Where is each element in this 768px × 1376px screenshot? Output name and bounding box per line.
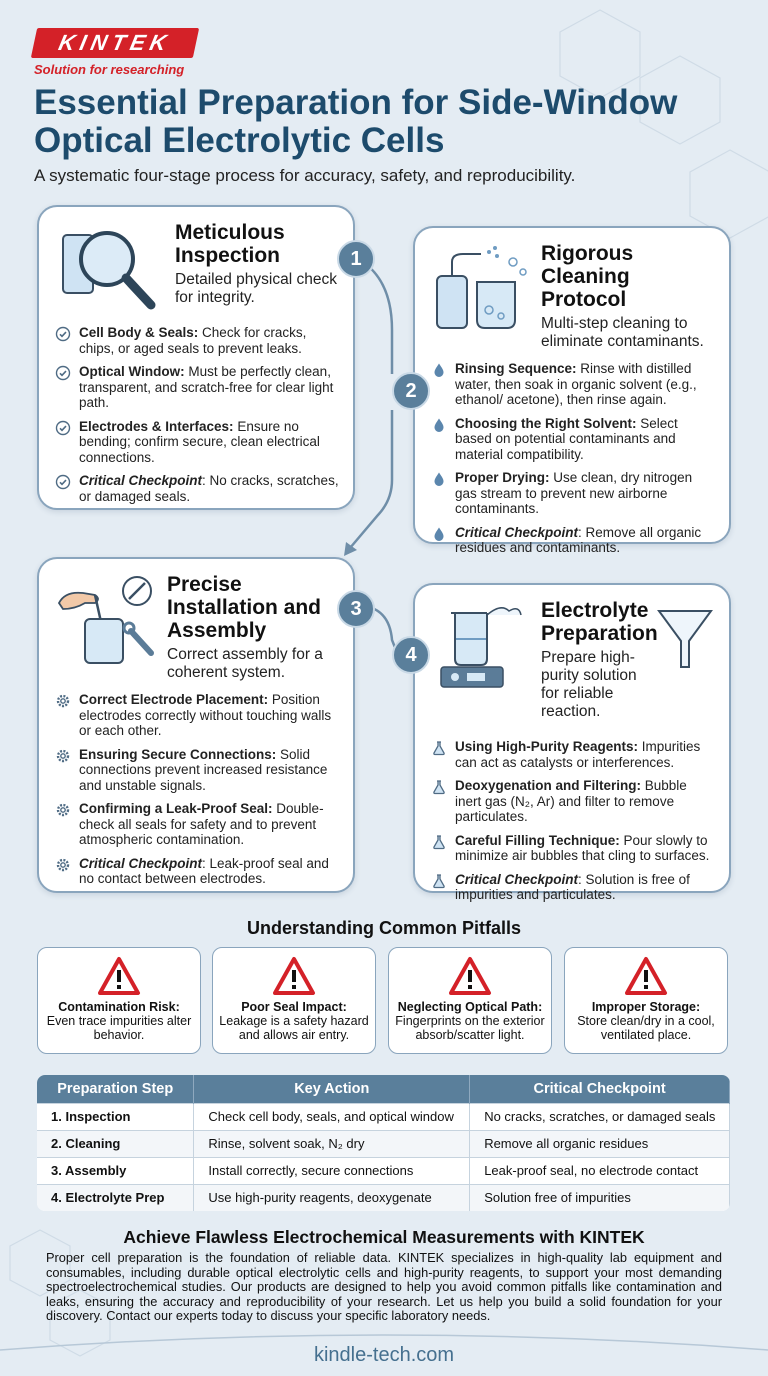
step-title: Rigorous Cleaning Protocol (541, 242, 634, 311)
stirrer-funnel-icon (431, 599, 535, 693)
list-item: Optical Window: Must be perfectly clean, transparent, and scratch-free for clear light path. (55, 364, 339, 411)
list-item: Correct Electrode Placement: Position electrodes correctly without touching walls or each other. (55, 692, 339, 739)
gear-icon (55, 802, 71, 818)
step-number-3: 3 (337, 590, 375, 628)
flask-icon (431, 740, 447, 756)
list-item: Electrodes & Interfaces: Ensure no bending; confirm secure, clean electrical connections. (55, 419, 339, 466)
step-card-cleaning (413, 226, 731, 555)
magnifier-cell-icon (55, 221, 159, 315)
connector-2-3 (350, 410, 392, 548)
footer-url-link[interactable]: kindle-tech.com (313, 1344, 455, 1366)
step-number-2: 2 (392, 372, 430, 410)
check-circle-icon (55, 326, 71, 342)
table-header: Key Action (194, 1075, 470, 1103)
pitfalls-title: Understanding Common Pitfalls (246, 918, 522, 938)
table-cell: 3. Assembly (37, 1157, 194, 1184)
step-card-assembly (37, 557, 355, 893)
list-item: Cell Body & Seals: Check for cracks, chips, or aged seals to prevent leaks. (55, 325, 339, 356)
flask-icon (431, 873, 447, 889)
droplet-icon (431, 526, 447, 542)
funnel-icon (655, 607, 715, 671)
list-item: Rinsing Sequence: Rinse with distilled water, then soak in organic solvent (e.g., ethanol/ acetone), then rinse again. (431, 361, 715, 408)
flask-icon (431, 779, 447, 795)
table-cell: Install correctly, secure connections (194, 1157, 470, 1184)
gear-icon (55, 857, 71, 873)
warning-triangle-icon (272, 956, 316, 996)
step-card-inspection (37, 205, 355, 510)
pitfall-card (388, 947, 552, 1054)
table-cell: Remove all organic residues (470, 1130, 730, 1157)
table-cell: Rinse, solvent soak, N₂ dry (194, 1130, 470, 1157)
table-cell: Use high-purity reagents, deoxygenate (194, 1184, 470, 1211)
list-item: Proper Drying: Use clean, dry nitrogen gas stream to prevent new airborne contaminants. (431, 470, 715, 517)
pitfall-name: Neglecting Optical Path: (397, 1000, 543, 1014)
step-title: Precise Installation and Assembly (167, 573, 322, 642)
connector-3-4 (372, 608, 396, 650)
step-title: Meticulous Inspection (175, 221, 285, 267)
list-item: Critical Checkpoint: Solution is free of impurities and particulates. (431, 872, 715, 903)
page-subtitle: A systematic four-stage process for accuracy, safety, and reproducibility. (34, 166, 576, 185)
pitfall-name: Improper Storage: (591, 1000, 701, 1014)
warning-triangle-icon (97, 956, 141, 996)
pitfall-name: Contamination Risk: (58, 1000, 180, 1014)
summary-table (37, 1075, 730, 1211)
logo-tagline: Solution for researching (34, 62, 185, 77)
pitfall-text: Even trace impurities alter behavior. (46, 1014, 192, 1042)
table-cell: Check cell body, seals, and optical window (194, 1103, 470, 1130)
logo-wordmark: KINTEK (31, 28, 199, 58)
droplet-icon (431, 362, 447, 378)
warning-triangle-icon (448, 956, 492, 996)
table-header: Preparation Step (37, 1075, 194, 1103)
list-item: Careful Filling Technique: Pour slowly to minimize air bubbles that cling to surfaces. (431, 833, 715, 864)
droplet-icon (431, 417, 447, 433)
pitfall-card (212, 947, 376, 1054)
list-item: Critical Checkpoint: Remove all organic residues and contaminants. (431, 525, 715, 556)
table-cell: 4. Electrolyte Prep (37, 1184, 194, 1211)
step-description: Correct assembly for a coherent system. (167, 646, 323, 681)
pitfall-text: Store clean/dry in a cool, ventilated place. (577, 1014, 715, 1042)
brand-logo[interactable] (34, 28, 196, 77)
flask-icon (431, 834, 447, 850)
table-cell: Leak-proof seal, no electrode contact (470, 1157, 730, 1184)
step-title: Electrolyte Preparation (541, 599, 658, 645)
list-item: Confirming a Leak-Proof Seal: Double-check all seals for safety and to prevent atmospheric contamination. (55, 801, 339, 848)
pitfall-name: Poor Seal Impact: (241, 1000, 347, 1014)
step-description: Detailed physical check for integrity. (175, 271, 337, 306)
table-cell: 1. Inspection (37, 1103, 194, 1130)
list-item: Critical Checkpoint: No cracks, scratches, or damaged seals. (55, 473, 339, 504)
step-number-1: 1 (337, 240, 375, 278)
cta-body: Proper cell preparation is the foundation of reliable data. KINTEK specializes in high-quality lab equipment and consumables, including durable optical electrolytic cells and high-purity reagents, to support your most demanding spectroelectrochemical studies. Our products are designed to help you avoid common pitfalls like contamination and leaks, ensuring the accuracy and reproducibility of your research. Let us help you build a solid foundation for your discovery. Contact our experts today to discuss your specific laboratory needs. (46, 1250, 722, 1323)
pitfall-text: Fingerprints on the exterior absorb/scatter light. (395, 1014, 545, 1042)
table-cell: Solution free of impurities (470, 1184, 730, 1211)
list-item: Critical Checkpoint: Leak-proof seal and no contact between electrodes. (55, 856, 339, 887)
check-circle-icon (55, 474, 71, 490)
step-description: Multi-step cleaning to eliminate contaminants. (541, 315, 704, 350)
table-row (37, 1184, 730, 1211)
hand-electrode-wrench-icon (55, 573, 159, 667)
pitfall-text: Leakage is a safety hazard and allows air entry. (219, 1014, 369, 1042)
step-description: Prepare high-purity solution for reliable reaction. (541, 649, 637, 720)
pitfall-card (564, 947, 728, 1054)
gear-icon (55, 693, 71, 709)
arrowhead-to-3 (344, 542, 357, 556)
warning-triangle-icon (624, 956, 668, 996)
table-cell: 2. Cleaning (37, 1130, 194, 1157)
table-header: Critical Checkpoint (470, 1075, 730, 1103)
table-row (37, 1157, 730, 1184)
pitfall-card (37, 947, 201, 1054)
table-row (37, 1130, 730, 1157)
list-item: Deoxygenation and Filtering: Bubble inert gas (N₂, Ar) and filter to remove particulates. (431, 778, 715, 825)
table-cell: No cracks, scratches, or damaged seals (470, 1103, 730, 1130)
wash-bottle-beaker-icon (431, 242, 535, 336)
cta-title: Achieve Flawless Electrochemical Measurements with KINTEK (123, 1227, 645, 1247)
gear-icon (55, 748, 71, 764)
droplet-icon (431, 471, 447, 487)
list-item: Using High-Purity Reagents: Impurities can act as catalysts or interferences. (431, 739, 715, 770)
connector-1-2 (360, 260, 392, 374)
check-circle-icon (55, 365, 71, 381)
check-circle-icon (55, 420, 71, 436)
list-item: Choosing the Right Solvent: Select based on potential contaminants and material compatibility. (431, 416, 715, 463)
step-number-4: 4 (392, 636, 430, 674)
table-row (37, 1103, 730, 1130)
list-item: Ensuring Secure Connections: Solid connections prevent increased resistance and unstable signals. (55, 747, 339, 794)
step-card-electrolyte (413, 583, 731, 902)
table-header-row (37, 1075, 730, 1103)
page-title: Essential Preparation for Side-Window Optical Electrolytic Cells (34, 83, 678, 160)
